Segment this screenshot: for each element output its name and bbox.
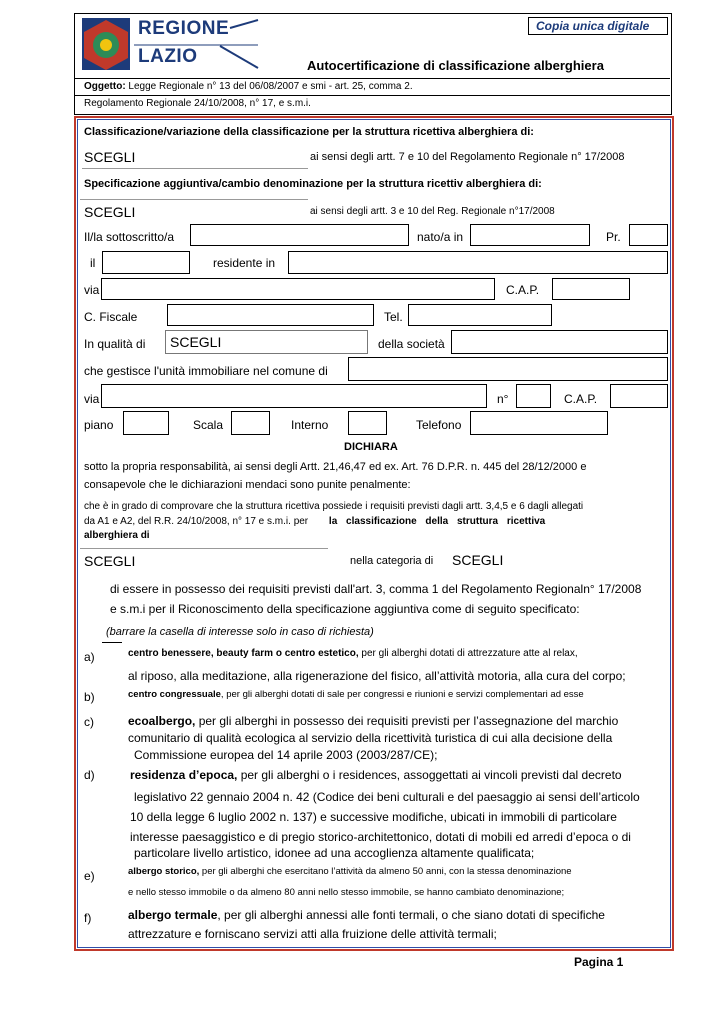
section2-title: Specificazione aggiuntiva/cambio denominazione per la struttura ricettiv alberghiera di:	[84, 178, 542, 190]
item-e-line-1	[128, 866, 572, 877]
item-c-line-2: comunitario di qualità ecologica al servizio della ricettività turistica di cui alla decisione della	[128, 731, 613, 745]
copy-badge-label: Copia unica digitale	[536, 19, 650, 33]
logo-text-regione: REGIONE	[138, 18, 230, 39]
grado-line-2	[84, 516, 545, 527]
label-cap: C.A.P.	[506, 283, 540, 297]
item-d-line-4: interesse paesaggistico e di pregio storico-architettonico, dotati di mobili ed arredi d’epoca o di	[130, 830, 631, 844]
input-numero[interactable]	[516, 384, 551, 408]
input-sottoscritto[interactable]	[190, 224, 409, 246]
input-via[interactable]	[101, 278, 495, 300]
label-cfiscale: C. Fiscale	[84, 310, 138, 324]
page-title: Autocertificazione di classificazione alberghiera	[307, 58, 604, 73]
possesso-line-2: e s.m.i per il Riconoscimento della specificazione aggiuntiva come di seguito specificato:	[110, 602, 580, 616]
item-e-bold: albergo storico,	[128, 866, 200, 877]
regolamento-line: Regolamento Regionale 24/10/2008, n° 17, e s.m.i.	[84, 98, 311, 109]
input-comune[interactable]	[348, 357, 668, 381]
grado-line-2-text: da A1 e A2, del R.R. 24/10/2008, n° 17 e s.m.i. per	[84, 516, 311, 527]
item-d-line-1	[130, 768, 622, 782]
item-c-letter[interactable]: c)	[84, 715, 94, 729]
item-e-letter[interactable]: e)	[84, 869, 95, 883]
input-telefono[interactable]	[470, 411, 608, 435]
item-b-line	[128, 689, 584, 700]
select2-note: ai sensi degli artt. 3 e 10 del Reg. Regionale n°17/2008	[310, 206, 555, 217]
select-specification[interactable]: SCEGLI	[84, 204, 136, 220]
possesso-line-1: di essere in possesso dei requisiti previsti dall'art. 3, comma 1 del Regolamento Regionaln° 17/2008	[110, 582, 642, 596]
label-via-immobile: via	[84, 392, 100, 406]
input-societa[interactable]	[451, 330, 668, 354]
input-cap[interactable]	[552, 278, 630, 300]
grado-line-3: alberghiera di	[84, 530, 150, 541]
select-categoria[interactable]: SCEGLI	[452, 552, 504, 568]
item-f-letter[interactable]: f)	[84, 911, 92, 925]
item-a-bold: centro benessere, beauty farm o centro estetico,	[128, 648, 359, 659]
item-c-line-1	[128, 714, 618, 728]
item-d-letter[interactable]: d)	[84, 768, 95, 782]
oggetto-label: Oggetto:	[84, 81, 126, 92]
label-residente: residente in	[213, 256, 276, 270]
item-d-line-5: particolare livello artistico, idonee ad una accoglienza altamente qualificata;	[134, 846, 535, 860]
label-via: via	[84, 283, 100, 297]
barrare-note: (barrare la casella di interesse solo in caso di richiesta)	[106, 626, 374, 638]
input-cfiscale[interactable]	[167, 304, 374, 326]
item-a-letter[interactable]: a)	[84, 650, 95, 664]
logo	[80, 16, 260, 74]
select-classification[interactable]: SCEGLI	[84, 149, 136, 165]
logo-text-lazio: LAZIO	[138, 46, 198, 67]
label-sottoscritto: Il/la sottoscritto/a	[84, 230, 175, 244]
oggetto-text: Legge Regionale n° 13 del 06/08/2007 e smi - art. 25, comma 2.	[125, 81, 413, 92]
barrare-underline	[102, 642, 122, 643]
oggetto	[84, 81, 413, 92]
item-f-line-1	[128, 908, 605, 922]
header-divider-2	[74, 95, 670, 96]
label-il: il	[90, 256, 96, 270]
input-residente[interactable]	[288, 251, 668, 274]
label-cap-immobile: C.A.P.	[564, 392, 598, 406]
input-scala[interactable]	[231, 411, 270, 435]
input-data-nascita[interactable]	[102, 251, 190, 274]
grado-line-1: che è in grado di comprovare che la struttura ricettiva possiede i requisiti previsti dagli artt. 3,4,5 e 6 dagli allegati	[84, 501, 584, 512]
label-tel: Tel.	[384, 310, 403, 324]
item-c-bold: ecoalbergo,	[128, 714, 196, 728]
input-tel[interactable]	[408, 304, 552, 326]
item-d-line-3: 10 della legge 6 luglio 2002 n. 137) e successive modifiche, ubicati in immobili di particolare	[130, 810, 617, 824]
item-a-line-2: al riposo, alla meditazione, alla rigenerazione del fisico, all’attività motoria, alla cura del corpo;	[128, 669, 626, 683]
label-scala: Scala	[193, 418, 224, 432]
dichiara-heading: DICHIARA	[344, 441, 398, 453]
item-f-line-2: attrezzature e forniscano servizi atti alla fruizione delle attività termali;	[128, 927, 497, 941]
label-pr: Pr.	[606, 230, 621, 244]
responsabilita-line-2: consapevole che le dichiarazioni mendaci sono punite penalmente:	[84, 479, 411, 491]
label-societa: della società	[378, 337, 445, 351]
select-classe[interactable]: SCEGLI	[84, 553, 136, 569]
item-e-line-2: e nello stesso immobile o da almeno 80 anni nello stesso immobile, se hanno cambiato denominazione;	[128, 887, 565, 898]
item-d-rest: per gli alberghi o i residences, assoggettati ai vincoli previsti dal decreto	[237, 768, 622, 782]
item-d-line-2: legislativo 22 gennaio 2004 n. 42 (Codice dei beni culturali e del paesaggio ai sensi dell’articolo	[134, 790, 640, 804]
item-e-rest: per gli alberghi che esercitano l’attività da almeno 50 anni, con la stessa denominazione	[199, 866, 572, 877]
input-cap-immobile[interactable]	[610, 384, 668, 408]
label-telefono: Telefono	[416, 418, 462, 432]
label-interno: Interno	[291, 418, 329, 432]
item-b-letter[interactable]: b)	[84, 690, 95, 704]
item-a-rest: per gli alberghi dotati di attrezzature atte al relax,	[358, 648, 578, 659]
grado-line-2-bold: la classificazione della struttura ricettiva	[328, 516, 546, 527]
item-b-rest: , per gli alberghi dotati di sale per congressi e riunioni e servizi complementari ad esse	[220, 689, 584, 700]
input-pr[interactable]	[629, 224, 668, 246]
label-categoria: nella categoria di	[350, 555, 434, 567]
item-d-bold: residenza d’epoca,	[130, 768, 238, 782]
header-divider-1	[74, 78, 670, 79]
label-nato: nato/a in	[417, 230, 464, 244]
item-f-rest: , per gli alberghi annessi alle fonti termali, o che siano dotati di specifiche	[217, 908, 605, 922]
label-piano: piano	[84, 418, 114, 432]
page-number: Pagina 1	[574, 955, 624, 969]
item-c-line-3: Commissione europea del 14 aprile 2003 (2003/287/CE);	[134, 748, 438, 762]
input-piano[interactable]	[123, 411, 169, 435]
section1-title: Classificazione/variazione della classificazione per la struttura ricettiva alberghiera di:	[84, 126, 534, 138]
input-interno[interactable]	[348, 411, 387, 435]
select1-underline	[82, 168, 308, 169]
input-via-immobile[interactable]	[101, 384, 487, 408]
select1-note: ai sensi degli artt. 7 e 10 del Regolamento Regionale n° 17/2008	[310, 151, 625, 163]
label-numero: n°	[497, 392, 509, 406]
item-a-line-1	[128, 648, 578, 659]
item-c-rest: per gli alberghi in possesso dei requisiti previsti per l’assegnazione del marchio	[195, 714, 619, 728]
input-nato[interactable]	[470, 224, 590, 246]
select-qualita[interactable]: SCEGLI	[170, 334, 222, 350]
label-qualita: In qualità di	[84, 337, 146, 351]
label-gestisce: che gestisce l'unità immobiliare nel comune di	[84, 364, 328, 378]
item-b-bold: centro congressuale	[128, 689, 221, 700]
responsabilita-line-1: sotto la propria responsabilità, ai sensi degli Artt. 21,46,47 ed ex. Art. 76 D.P.R. n. 445 del 28/12/2000 e	[84, 461, 587, 473]
select-classe-underline	[80, 548, 328, 549]
item-f-bold: albergo termale	[128, 908, 218, 922]
